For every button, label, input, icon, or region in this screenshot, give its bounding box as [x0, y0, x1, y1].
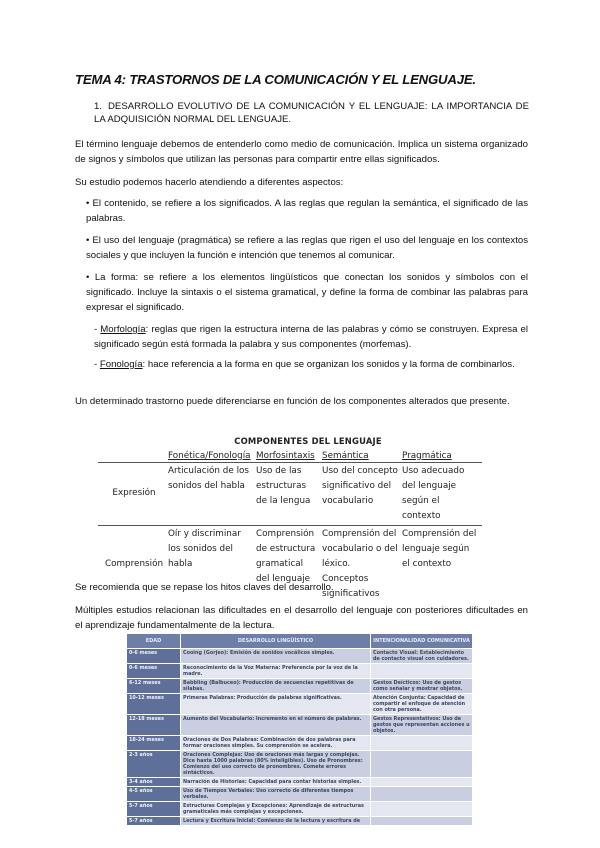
components-header: Fonética/Fonología [166, 450, 254, 462]
components-table [98, 436, 482, 603]
paragraph-hitos: Se recomienda que se repase los hitos claves del desarrollo. [75, 582, 334, 593]
components-row-label: Comprensión [104, 558, 164, 569]
components-cell: Comprensión de estructura gramatical del lenguaje [256, 528, 316, 584]
development-age: 0-6 meses [127, 649, 181, 664]
dash: - [94, 324, 101, 335]
development-linguistic: Uso de Tiempos Verbales: Uso correcto de diferentes tiempos verbales. [181, 787, 371, 802]
development-linguistic: Oraciones Complejas: Uso de oraciones más largas y complejas. Dice hasta 1000 palabras (80% inteligibles). Uso de Pronombres: Comienzo del uso correcto de pronombres. Comete errores sintácticos. [181, 751, 371, 778]
section-heading [94, 100, 529, 126]
development-row [127, 715, 473, 736]
components-header: Morfosintaxis [254, 450, 320, 462]
development-communicative: Contacto Visual: Establecimiento de contacto visual con cuidadores. [371, 649, 473, 664]
definition-morfologia [94, 322, 528, 352]
development-row [127, 802, 473, 817]
development-header: DESARROLLO LINGÜÍSTICO [181, 634, 371, 649]
development-communicative [371, 751, 473, 778]
development-row [127, 664, 473, 679]
morfologia-term: Morfología [100, 324, 146, 335]
development-communicative: Atención Conjunta: Capacidad de compartir el enfoque de atención con otra persona. [371, 694, 473, 715]
development-linguistic: Aumento del Vocabulario: Incremento en el número de palabras. [181, 715, 371, 736]
components-cell: Oír y discriminar los sonidos del habla [168, 528, 241, 569]
paragraph-aspects: Su estudio podemos hacerlo atendiendo a diferentes aspectos: [75, 177, 344, 188]
definition-fonologia [94, 357, 528, 372]
development-header: INTENCIONALIDAD COMUNICATIVA [371, 634, 473, 649]
components-header: Pragmática [400, 450, 482, 462]
components-row [98, 462, 482, 525]
development-age: 3-4 años [127, 778, 181, 787]
paragraph-estudios: Múltiples estudios relacionan las dificultades en el desarrollo del lenguaje con posteriores dificultades en el aprendizaje fundamentalmente de la lectura. [75, 605, 528, 631]
fonologia-term: Fonología [99, 359, 143, 370]
development-row [127, 694, 473, 715]
paragraph-trastorno: Un determinado trastorno puede diferenciarse en función de los componentes alterados que presente. [75, 396, 510, 407]
development-row [127, 817, 473, 826]
paragraph-intro: El término lenguaje debemos de entenderlo como medio de comunicación. Implica un sistema organizado de signos y símbolos que utilizan las personas para compartir entre ellas significados. [75, 139, 528, 165]
development-communicative [371, 802, 473, 817]
development-linguistic: Narración de Historias: Capacidad para contar historias simples. [181, 778, 371, 787]
development-communicative [371, 778, 473, 787]
dash: - [94, 359, 100, 370]
development-linguistic: Lectura y Escritura Inicial: Comienzo de la lectura y escritura de [181, 817, 371, 826]
development-linguistic: Cooing (Gorjeo): Emisión de sonidos vocálicos simples. [181, 649, 371, 664]
development-communicative: Gestos Representativos: Uso de gestos que representan acciones u objetos. [371, 715, 473, 736]
components-cell: Comprensión del lenguaje según el contexto [402, 528, 477, 569]
development-table [126, 633, 472, 848]
development-row [127, 649, 473, 664]
development-communicative: Gestos Deícticos: Uso de gestos como señalar y mostrar objetos. [371, 679, 473, 694]
development-age: 10-12 meses [127, 694, 181, 715]
components-table-title: COMPONENTES DEL LENGUAJE [234, 436, 382, 446]
section-text: DESARROLLO EVOLUTIVO DE LA COMUNICACIÓN Y EL LENGUAJE: LA IMPORTANCIA DE LA ADQUISICIÓN NORMAL DEL LENGUAJE. [94, 101, 529, 125]
components-cell: Uso adecuado del lenguaje según el contexto [400, 462, 482, 525]
development-linguistic: Reconocimiento de la Voz Materna: Preferencia por la voz de la madre. [181, 664, 371, 679]
development-communicative [371, 817, 473, 826]
components-row-label: Expresión [98, 462, 166, 525]
development-linguistic: Estructuras Complejas y Excepciones: Aprendizaje de estructuras gramaticales más complejas y excepciones. [181, 802, 371, 817]
section-number: 1. [94, 101, 103, 112]
development-row [127, 778, 473, 787]
morfologia-text: : reglas que rigen la estructura interna de las palabras y cómo se construyen. Expresa el significado según está formada la palabra y sus componentes (morfemas). [94, 324, 528, 350]
development-age: 2-3 años [127, 751, 181, 778]
development-linguistic: Oraciones de Dos Palabras: Combinación de dos palabras para formar oraciones simples. Su comprensión se acelera. [181, 736, 371, 751]
development-age: 5-7 años [127, 817, 181, 826]
bullet-forma: • La forma: se refiere a los elementos lingüísticos que conectan los sonidos y símbolos con el significado. Incluye la sintaxis o el sistema gramatical, y define la forma de combinar las palabras para expresar el significado. [86, 272, 528, 313]
development-row [127, 751, 473, 778]
development-age: 4-5 años [127, 787, 181, 802]
components-cell: Uso del concepto significativo del vocabulario [320, 462, 400, 525]
fonologia-text: : hace referencia a la forma en que se organizan los sonidos y la forma de combinarlos. [142, 359, 515, 370]
bullet-contenido: • El contenido, se refiere a los significados. A las reglas que regulan la semántica, el significado de las palabras. [86, 198, 528, 224]
components-header: Semántica [320, 450, 400, 462]
components-header-empty [98, 450, 166, 462]
development-row [127, 679, 473, 694]
page-title: TEMA 4: TRASTORNOS DE LA COMUNICACIÓN Y EL LENGUAJE. [75, 72, 476, 87]
components-cell: Comprensión del vocabulario o del léxico. Conceptos significativos [322, 528, 398, 599]
development-age: 5-7 años [127, 802, 181, 817]
development-row [127, 736, 473, 751]
bullet-uso: • El uso del lenguaje (pragmática) se refiere a las reglas que rigen el uso del lenguaje en los contextos sociales y que incluyen la función e intención que tenemos al comunicar. [86, 235, 528, 261]
components-cell: Articulación de los sonidos del habla [166, 462, 254, 525]
development-communicative [371, 664, 473, 679]
development-age: 18-24 meses [127, 736, 181, 751]
development-age: 0-6 meses [127, 664, 181, 679]
development-age: 12-18 meses [127, 715, 181, 736]
development-linguistic: Primeras Palabras: Producción de palabras significativas. [181, 694, 371, 715]
development-header: EDAD [127, 634, 181, 649]
development-communicative [371, 736, 473, 751]
development-communicative [371, 787, 473, 802]
components-cell: Uso de las estructuras de la lengua [254, 462, 320, 525]
development-linguistic: Babbling (Balbuceo): Producción de secuencias repetitivas de sílabas. [181, 679, 371, 694]
development-row [127, 787, 473, 802]
development-age: 6-12 meses [127, 679, 181, 694]
